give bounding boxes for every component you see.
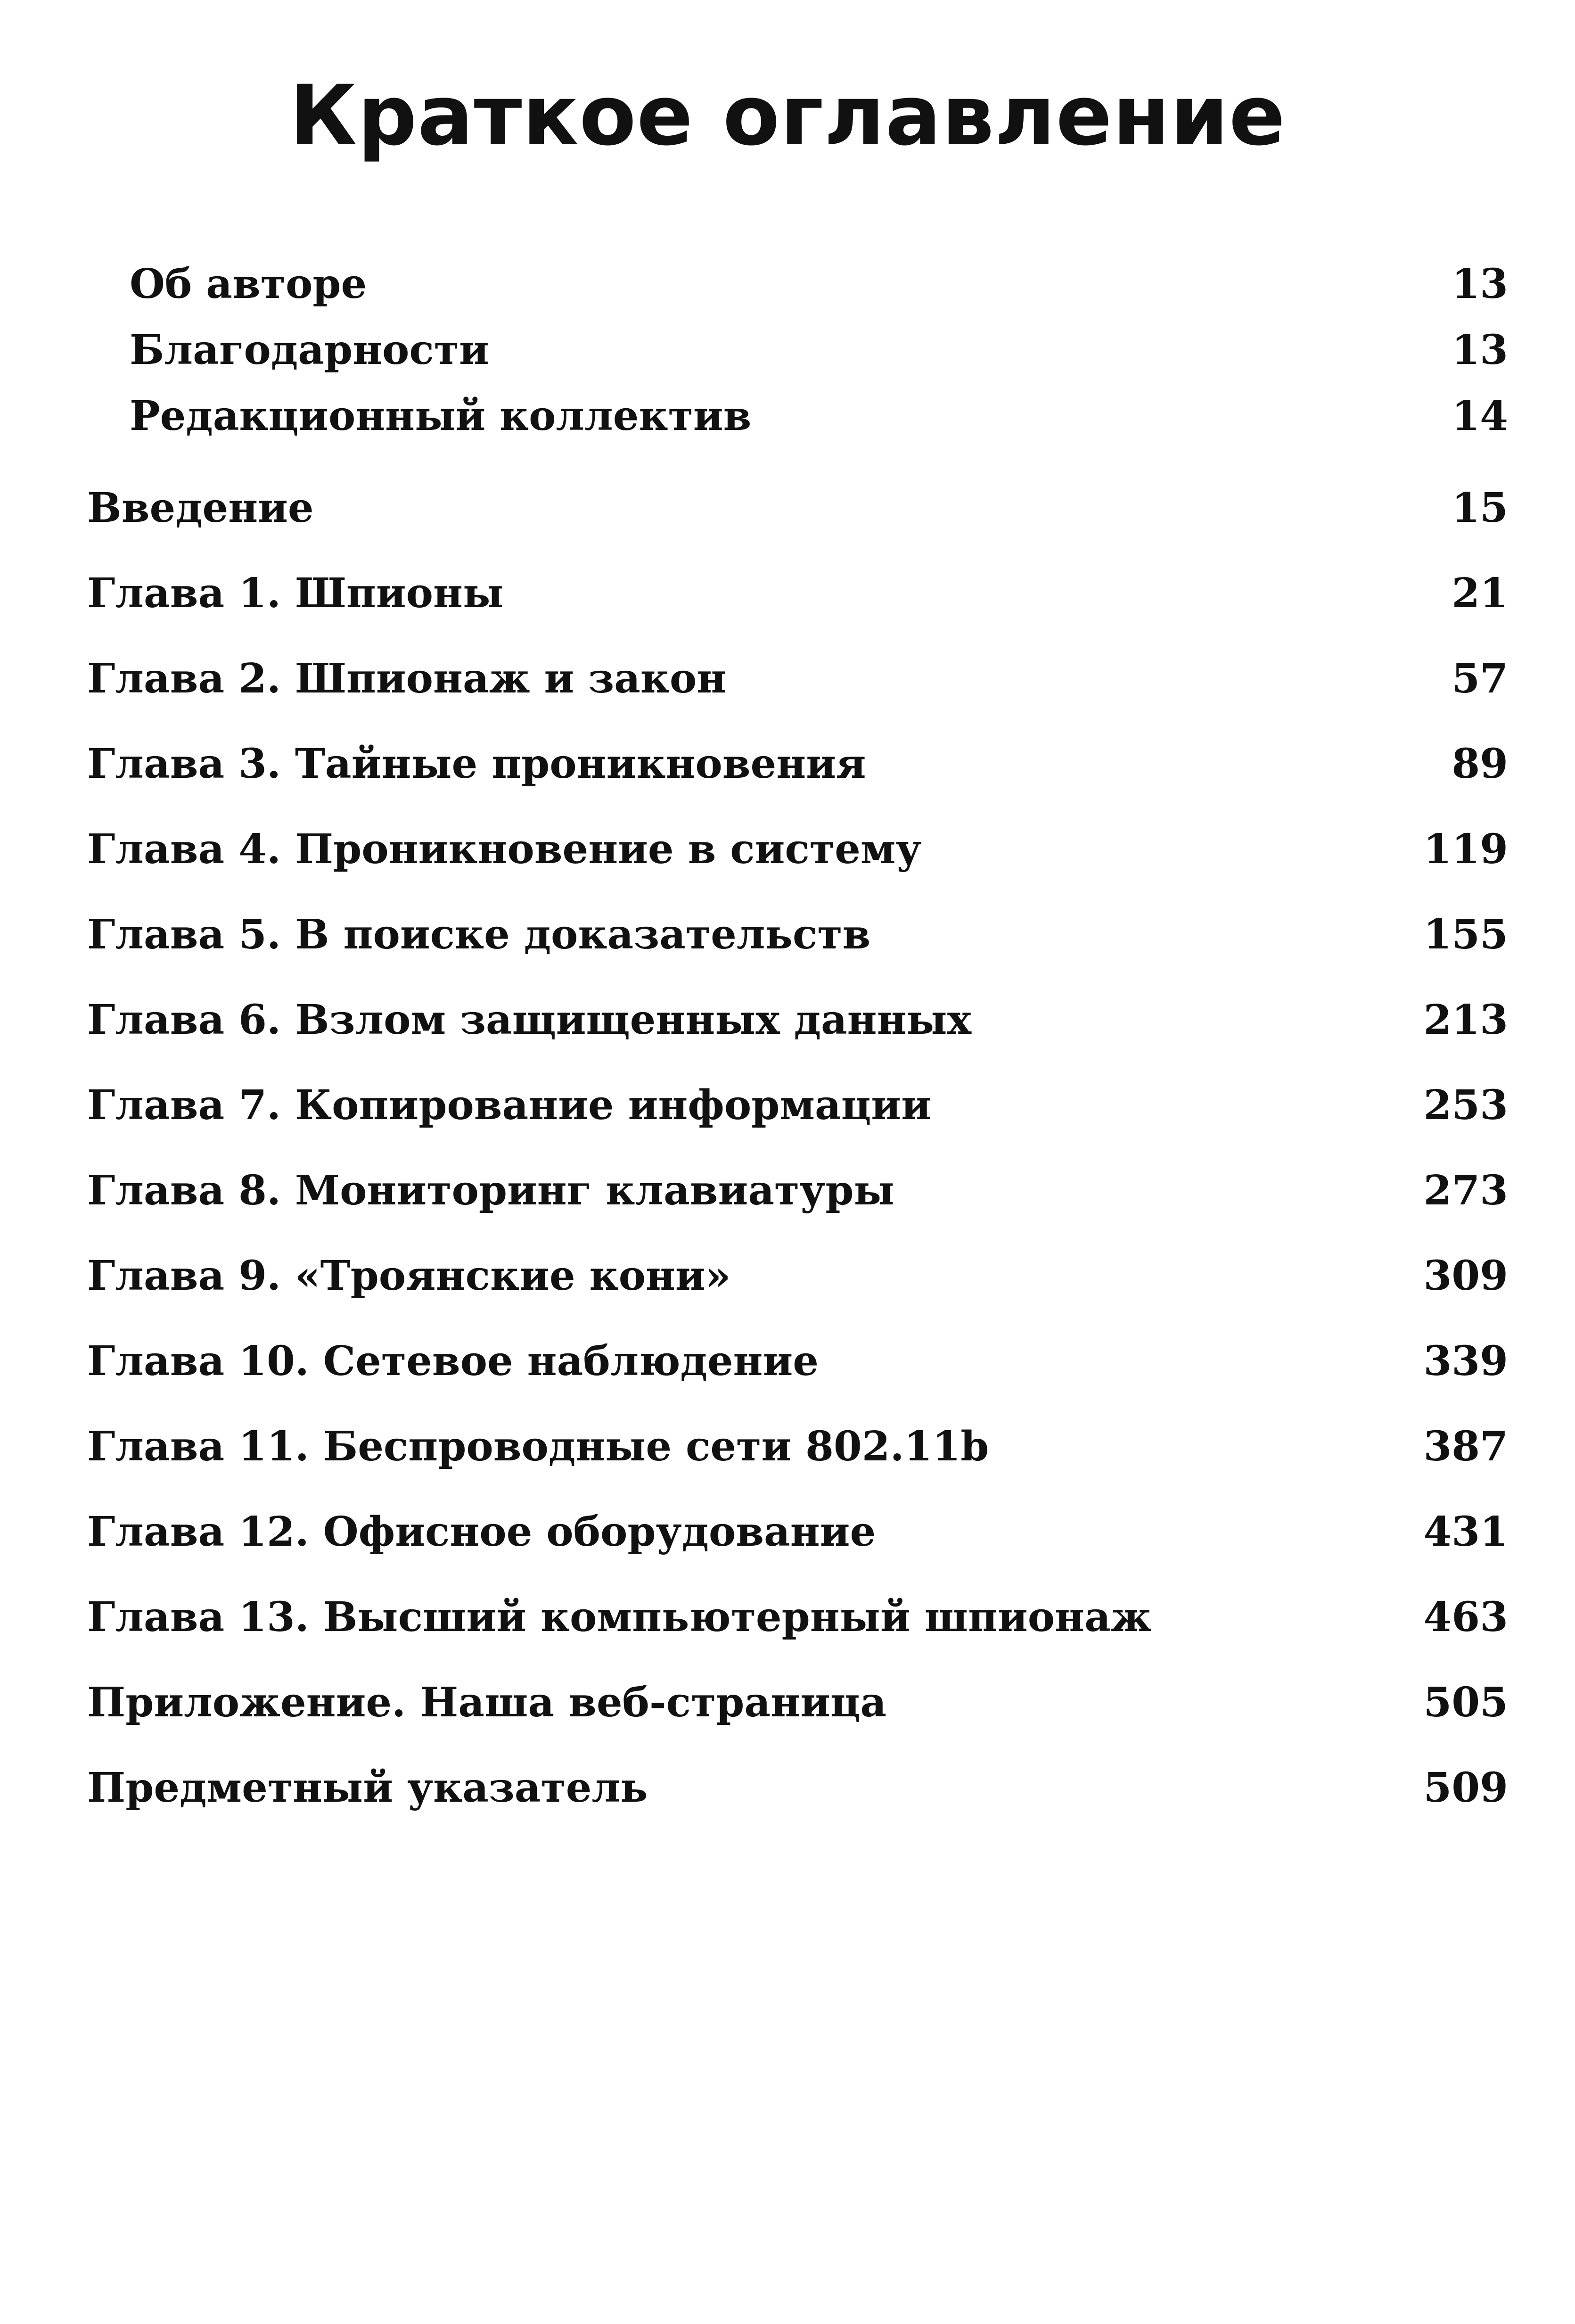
toc-entry-about-author[interactable]: [130, 251, 1508, 317]
toc-entry-label: Глава 4. Проникновение в систему: [87, 825, 922, 873]
toc-entry-label: Предметный указатель: [87, 1764, 648, 1812]
toc-entry-label: Глава 12. Офисное оборудование: [87, 1508, 876, 1556]
toc-entry-page: 309: [1423, 1252, 1508, 1300]
toc-entry-editorial-team[interactable]: [130, 383, 1508, 449]
toc-entry-label: Глава 11. Беспроводные сети 802.11b: [87, 1423, 989, 1470]
toc-entry-page: 14: [1452, 392, 1508, 440]
toc-entry-page: 431: [1423, 1508, 1508, 1556]
toc-entry-label: Глава 3. Тайные проникновения: [87, 740, 866, 788]
page-title: Краткое оглавление: [289, 67, 1286, 164]
toc-entry-chapter-4[interactable]: [87, 816, 1508, 882]
toc-entry-label: Глава 5. В поиске доказательств: [87, 911, 871, 958]
toc-entry-chapter-5[interactable]: [87, 902, 1508, 968]
toc-entry-page: 21: [1452, 569, 1508, 617]
toc-entry-page: 253: [1423, 1081, 1508, 1129]
toc-entry-chapter-7[interactable]: [87, 1072, 1508, 1138]
toc-entry-label: Глава 9. «Троянские кони»: [87, 1252, 731, 1300]
toc-entry-chapter-10[interactable]: [87, 1328, 1508, 1394]
toc-entry-label: Благодарности: [130, 326, 489, 374]
toc-entry-label: Глава 2. Шпионаж и закон: [87, 655, 727, 702]
toc-entry-page: 13: [1452, 326, 1508, 374]
toc-entry-label: Глава 8. Мониторинг клавиатуры: [87, 1167, 894, 1214]
toc-entry-label: Глава 7. Копирование информации: [87, 1081, 931, 1129]
toc-entry-page: 509: [1423, 1764, 1508, 1812]
toc-entry-page: 387: [1423, 1423, 1508, 1470]
toc-entry-chapter-12[interactable]: [87, 1499, 1508, 1565]
toc-entry-page: 339: [1423, 1337, 1508, 1385]
toc-entry-chapter-6[interactable]: [87, 987, 1508, 1053]
toc-entry-label: Глава 1. Шпионы: [87, 569, 504, 617]
toc-entry-page: 13: [1452, 260, 1508, 308]
toc-entry-appendix[interactable]: [87, 1670, 1508, 1736]
toc-entry-chapter-9[interactable]: [87, 1243, 1508, 1309]
toc-entry-label: Глава 10. Сетевое наблюдение: [87, 1337, 819, 1385]
toc-entry-label: Приложение. Наша веб-страница: [87, 1679, 887, 1726]
toc-entry-subject-index[interactable]: [87, 1755, 1508, 1821]
toc-entry-label: Глава 6. Взлом защищенных данных: [87, 996, 972, 1044]
toc-entry-chapter-2[interactable]: [87, 646, 1508, 712]
toc-entry-acknowledgements[interactable]: [130, 317, 1508, 383]
toc-entry-label: Глава 13. Высший компьютерный шпионаж: [87, 1593, 1152, 1641]
toc-entry-page: 273: [1423, 1167, 1508, 1214]
toc-entry-label: Редакционный коллектив: [130, 392, 752, 440]
toc-entry-chapter-11[interactable]: [87, 1414, 1508, 1480]
toc-entry-page: 119: [1423, 825, 1508, 873]
toc-entry-chapter-3[interactable]: [87, 731, 1508, 797]
toc-entry-page: 505: [1423, 1679, 1508, 1726]
toc-entry-chapter-1[interactable]: [87, 560, 1508, 626]
toc-entry-page: 213: [1423, 996, 1508, 1044]
toc-entry-page: 463: [1423, 1593, 1508, 1641]
toc-entry-chapter-8[interactable]: [87, 1158, 1508, 1224]
toc-entry-page: 57: [1452, 655, 1508, 702]
toc-entry-chapter-13[interactable]: [87, 1584, 1508, 1650]
toc-entry-page: 155: [1423, 911, 1508, 958]
toc-entry-page: 15: [1452, 484, 1508, 532]
toc-entry-label: Об авторе: [130, 260, 367, 308]
toc-entry-page: 89: [1452, 740, 1508, 788]
toc-entry-label: Введение: [87, 484, 314, 532]
toc-entry-introduction[interactable]: [87, 475, 1508, 541]
